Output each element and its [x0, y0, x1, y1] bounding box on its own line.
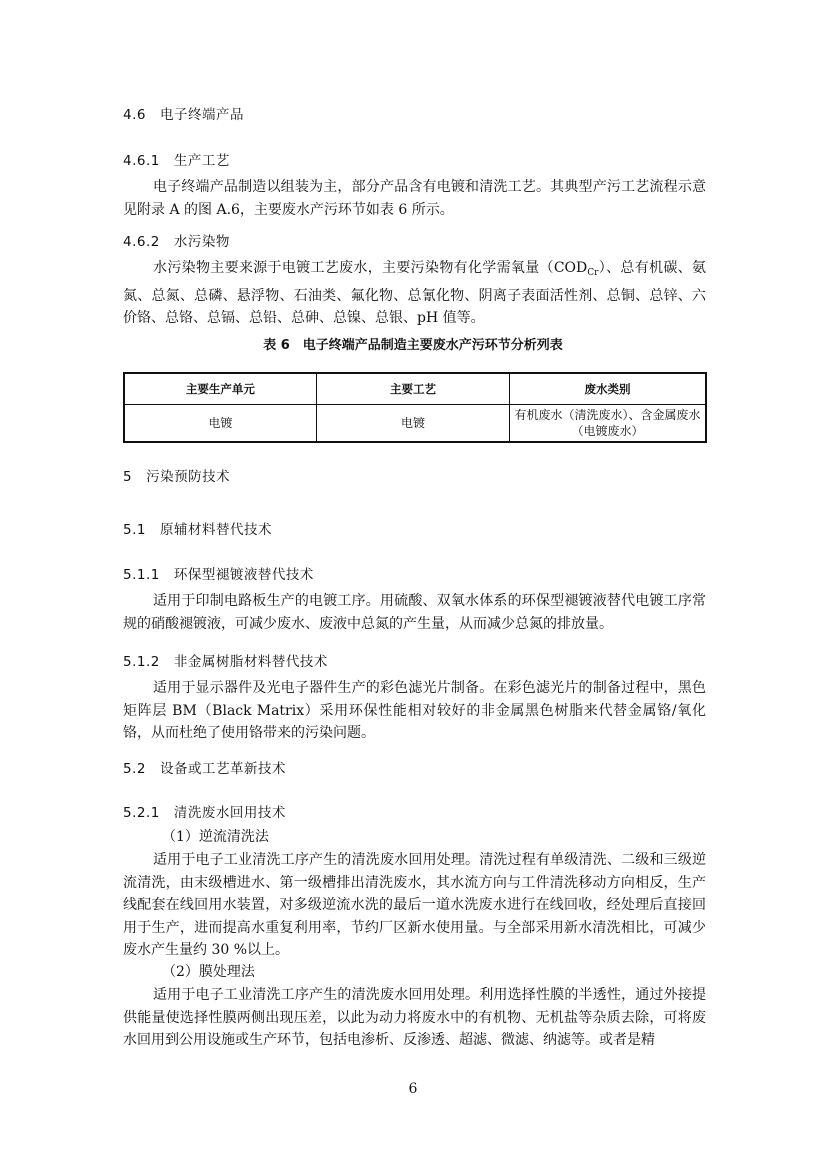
section-heading-5-1-1 — [123, 563, 314, 583]
section-heading-4-6-1 — [123, 149, 230, 169]
section-number: 5.2.1 — [123, 805, 160, 821]
table-cell: 电镀 — [124, 405, 316, 443]
method-label-membrane: （2）膜处理法 — [162, 964, 255, 980]
paragraph-production-process: 电子终端产品制造以组装为主，部分产品含有电镀和清洗工艺。其典型产污工艺流程示意见附录 A 的图 A.6，主要废水产污环节如表 6 所示。 — [123, 179, 706, 218]
table-header-row — [124, 373, 706, 405]
table-header-cell: 废水类别 — [510, 373, 706, 405]
table-caption: 表 6 电子终端产品制造主要废水产污环节分析列表 — [263, 338, 563, 353]
table-row — [124, 405, 706, 443]
section-number: 5.2 — [123, 761, 146, 777]
section-title: 清洗废水回用技术 — [173, 805, 286, 821]
section-title: 生产工艺 — [173, 153, 230, 169]
section-title: 原辅材料替代技术 — [159, 522, 272, 538]
section-title: 污染预防技术 — [146, 469, 231, 485]
section-number: 4.6.2 — [123, 234, 160, 250]
table-cell: 电镀 — [316, 405, 509, 443]
section-number: 5 — [123, 469, 133, 485]
paragraph-text: 水污染物主要来源于电镀工艺废水，主要污染物有化学需氧量（COD — [153, 260, 588, 276]
section-heading-5-1 — [123, 518, 272, 538]
section-heading-4-6-2 — [123, 230, 230, 250]
page-number: 6 — [408, 1081, 418, 1097]
paragraph-countercurrent: 适用于电子工业清洗工序产生的清洗废水回用处理。清洗过程有单级清洗、二级和三级逆流清洗，由末级槽进水、第一级槽排出清洗废水，其水流方向与工件清洗移动方向相反，生产线配套在线回用水装置，对多级逆流水洗的最后一道水洗废水进行在线回收，经处理后直接回用于生产，进而提高水重复利用率，节约厂区新水使用量。与全部采用新水清洗相比，可减少废水产生量约 30 %以上。 — [123, 852, 706, 959]
section-heading-5-2-1 — [123, 801, 286, 821]
section-number: 5.1 — [123, 522, 146, 538]
table-cell: 有机废水（清洗废水）、含金属废水（电镀废水） — [510, 405, 706, 443]
section-title: 水污染物 — [173, 234, 230, 250]
section-number: 5.1.1 — [123, 567, 160, 583]
paragraph-stripping-solution: 适用于印制电路板生产的电镀工序。用硫酸、双氧水体系的环保型褪镀液替代电镀工序常规的硝酸褪镀液，可减少废水、废液中总氮的产生量，从而减少总氮的排放量。 — [123, 593, 706, 632]
section-title: 环保型褪镀液替代技术 — [173, 567, 314, 583]
method-label-countercurrent: （1）逆流清洗法 — [162, 829, 269, 845]
section-heading-5 — [123, 465, 230, 485]
paragraph-text: ）、总有机碳、氨氮、总氮、总磷、悬浮物、石油类、氟化物、总氰化物、阴离子表面活性剂、总铜、总锌、六价铬、总铬、总镉、总铅、总砷、总镍、总银、pH 值等。 — [123, 260, 706, 327]
section-number: 4.6 — [123, 107, 146, 123]
section-number: 4.6.1 — [123, 153, 160, 169]
section-title: 非金属树脂材料替代技术 — [173, 654, 328, 670]
section-title: 电子终端产品 — [159, 107, 244, 123]
wastewater-table — [123, 372, 707, 443]
section-number: 5.1.2 — [123, 654, 160, 670]
paragraph-resin-replacement: 适用于显示器件及光电子器件生产的彩色滤光片制备。在彩色滤光片的制备过程中，黑色矩阵层 BM（Black Matrix）采用环保性能相对较好的非金属黑色树脂来代替金属铬/氧化铬，从而杜绝了使用铬带来的污染问题。 — [123, 680, 706, 742]
section-heading-4-6 — [123, 103, 244, 123]
paragraph-water-pollutants — [123, 257, 706, 330]
section-heading-5-1-2 — [123, 650, 328, 670]
table-header-cell: 主要生产单元 — [124, 373, 316, 405]
section-title: 设备或工艺革新技术 — [159, 761, 286, 777]
table-header-cell: 主要工艺 — [316, 373, 509, 405]
section-heading-5-2 — [123, 757, 286, 777]
paragraph-membrane: 适用于电子工业清洗工序产生的清洗废水回用处理。利用选择性膜的半透性，通过外接提供能量使选择性膜两侧出现压差，以此为动力将废水中的有机物、无机盐等杂质去除，可将废水回用到公用设施或生产环节，包括电渗析、反渗透、超滤、微滤、纳滤等。或者是精 — [123, 987, 706, 1049]
subscript-cr: Cr — [587, 268, 599, 278]
